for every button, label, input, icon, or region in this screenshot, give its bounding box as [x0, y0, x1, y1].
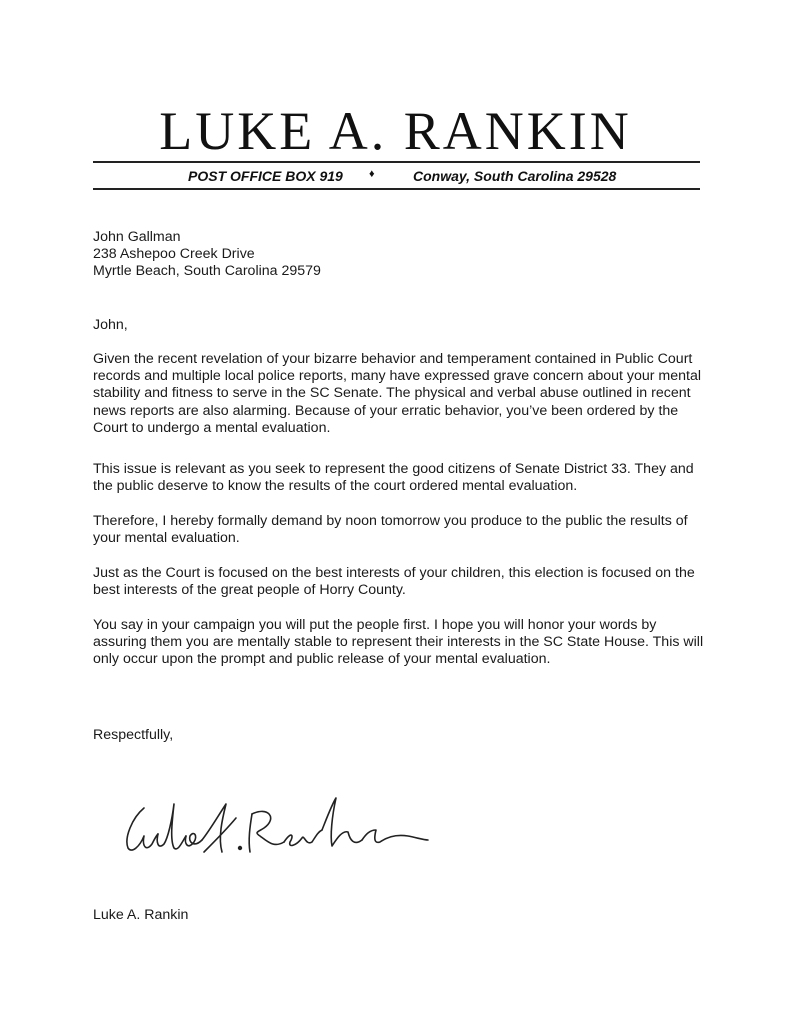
- letterhead-name: LUKE A. RANKIN: [159, 101, 632, 161]
- letterhead-city: Conway, South Carolina 29528: [413, 168, 617, 184]
- paragraph-5: You say in your campaign you will put the people first. I hope you will honor your words by assuring them you are mentally stable to represent their interests in the SC State House. This will only occur upon the prompt and public release of your mental evaluation.: [93, 617, 704, 668]
- paragraph-2: This issue is relevant as you seek to represent the good citizens of Senate District 33. They and the public deserve to know the results of the court ordered mental evaluation.: [93, 461, 694, 495]
- letterhead-address: [93, 166, 700, 186]
- recipient-name: John Gallman: [93, 229, 181, 245]
- recipient-city-state-zip: Myrtle Beach, South Carolina 29579: [93, 263, 321, 280]
- letterhead-top-rule: [93, 161, 700, 163]
- recipient-street: 238 Ashepoo Creek Drive: [93, 246, 255, 263]
- paragraph-1: Given the recent revelation of your bizarre behavior and temperament contained in Public Court records and multiple local police reports, many have expressed grave concern about your mental stability and fitness to serve in the SC Senate. The physical and verbal abuse outlined in recent news reports are also alarming. Because of your erratic behavior, you’ve been ordered by the Court to undergo a mental evaluation.: [93, 351, 702, 436]
- paragraph-4: Just as the Court is focused on the best interests of your children, this election is focused on the best interests of the great people of Horry County.: [93, 565, 695, 599]
- recipient-address: [93, 229, 713, 281]
- salutation: John,: [93, 317, 128, 333]
- signer-name: Luke A. Rankin: [93, 907, 189, 923]
- letterhead-po-box: POST OFFICE BOX 919: [188, 168, 343, 184]
- closing: Respectfully,: [93, 727, 174, 743]
- letterhead-separator: ♦: [369, 168, 375, 180]
- paragraph-3: Therefore, I hereby formally demand by noon tomorrow you produce to the public the results of your mental evaluation.: [93, 513, 688, 547]
- signature-handwritten: [118, 790, 438, 880]
- letterhead-bottom-rule: [93, 188, 700, 190]
